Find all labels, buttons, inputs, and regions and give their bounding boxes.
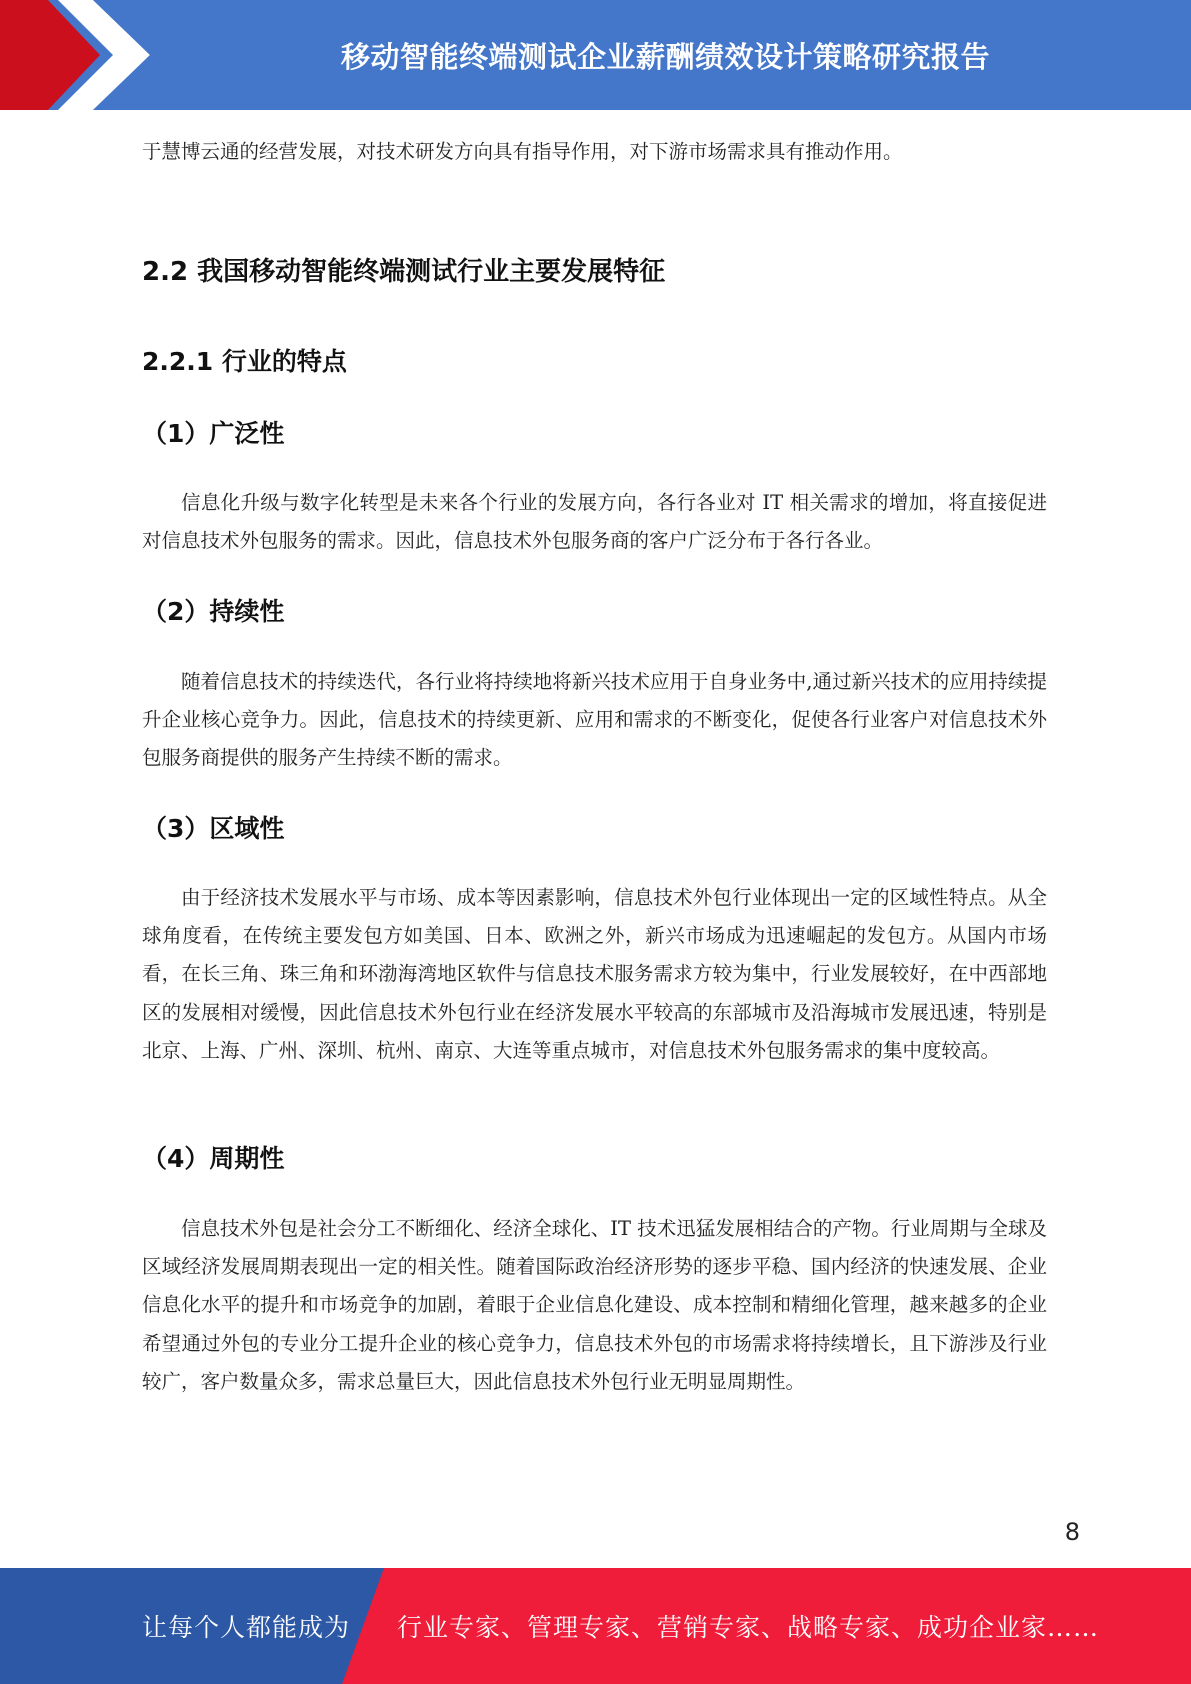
page-header (0, 0, 1191, 110)
footer-slogan-right: 行业专家、管理专家、营销专家、战略专家、成功企业家…… (397, 1613, 1100, 1642)
section-heading-2-2-1: 2.2.1 行业的特点 (142, 347, 347, 376)
footer-slogan-left: 让每个人都能成为 (142, 1613, 351, 1642)
report-title: 移动智能终端测试企业薪酬绩效设计策略研究报告 (340, 39, 990, 74)
item-paragraph-continuity: 随着信息技术的持续迭代，各行业将持续地将新兴技术应用于自身业务中,通过新兴技术的应用持续提升企业核心竞争力。因此，信息技术的持续更新、应用和需求的不断变化，促使各行业客户对信息技术外包服务商提供的服务产生持续不断的需求。 (142, 670, 1047, 770)
item-paragraph-cyclicality: 信息技术外包是社会分工不断细化、经济全球化、IT 技术迅猛发展相结合的产物。行业周期与全球及区域经济发展周期表现出一定的相关性。随着国际政治经济形势的逐步平稳、国内经济的快速发展、企业信息化水平的提升和市场竞争的加剧，着眼于企业信息化建设、成本控制和精细化管理，越来越多的企业希望通过外包的专业分工提升企业的核心竞争力，信息技术外包的市场需求将持续增长，且下游涉及行业较广，客户数量众多，需求总量巨大，因此信息技术外包行业无明显周期性。 (142, 1217, 1047, 1393)
page-number: 8 (1064, 1518, 1080, 1546)
section-heading-2-2: 2.2 我国移动智能终端测试行业主要发展特征 (142, 257, 666, 287)
intro-paragraph: 于慧博云通的经营发展，对技术研发方向具有指导作用，对下游市场需求具有推动作用。 (142, 140, 903, 163)
item-paragraph-breadth: 信息化升级与数字化转型是未来各个行业的发展方向，各行各业对 IT 相关需求的增加，将直接促进对信息技术外包服务的需求。因此，信息技术外包服务商的客户广泛分布于各行各业。 (142, 491, 1047, 553)
item-paragraph-regionality: 由于经济技术发展水平与市场、成本等因素影响，信息技术外包行业体现出一定的区域性特点。从全球角度看，在传统主要发包方如美国、日本、欧洲之外，新兴市场成为迅速崛起的发包方。从国内市场看，在长三角、珠三角和环渤海湾地区软件与信息技术服务需求方较为集中，行业发展较好，在中西部地区的发展相对缓慢，因此信息技术外包行业在经济发展水平较高的东部城市及沿海城市发展迅速，特别是北京、上海、广州、深圳、杭州、南京、大连等重点城市，对信息技术外包服务需求的集中度较高。 (142, 886, 1047, 1062)
item-heading-cyclicality: （4）周期性 (142, 1144, 285, 1173)
red-chevron-decoration (0, 0, 170, 110)
item-heading-regionality: （3）区域性 (142, 814, 285, 843)
page-footer (0, 1568, 1191, 1684)
item-heading-breadth: （1）广泛性 (142, 419, 285, 448)
item-heading-continuity: （2）持续性 (142, 597, 285, 626)
